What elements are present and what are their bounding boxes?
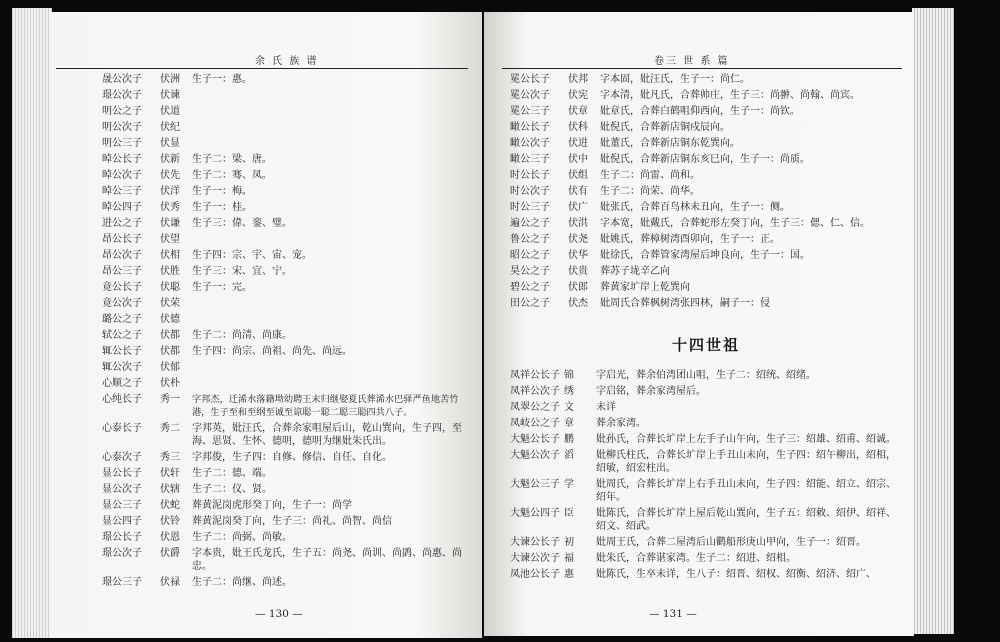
parent-relation: 晫公长子 [102,154,142,165]
entry-description: 生子三：偉、銮、璧。 [192,218,292,229]
genealogy-entry [510,507,902,533]
genealogy-entry [510,73,902,86]
person-name: 学 [564,479,574,490]
parent-relation: 凤祥公长子 [510,370,560,381]
parent-relation: 心泰长子 [102,423,142,434]
genealogy-entry [102,451,470,464]
entry-description [192,89,470,102]
person-name: 伏荣 [160,298,180,309]
genealogy-entry [510,153,902,166]
entry-description: 生子一：惠。 [192,74,252,85]
genealogy-entry [510,433,902,446]
genealogy-entry [102,576,470,589]
entry-description [192,297,470,310]
parent-relation: 冕公长子 [510,74,550,85]
parent-relation: 凤翠公之子 [510,402,560,413]
genealogy-entry [510,217,902,230]
person-name: 伏邦 [568,74,588,85]
person-name: 伏郎 [568,282,588,293]
entry-description: 生子二：德、端。 [192,468,272,479]
parent-relation: 晟公次子 [102,74,142,85]
right-genealogy-list [510,73,902,584]
person-name: 伏有 [568,186,588,197]
entry-description: 生子二：骞、凤。 [192,170,272,181]
person-name: 伏郁 [160,362,180,373]
person-name: 伏先 [160,170,180,181]
parent-relation: 璟公次子 [102,90,142,101]
parent-relation: 大魁公三子 [510,479,560,490]
entry-description: 葬苏子垅辛乙向 [600,266,670,277]
genealogy-entry [510,249,902,262]
entry-description: 妣董氏，合葬新店铜东乾巽向。 [600,138,740,149]
entry-description: 字启铭，葬余家湾屋后。 [596,386,706,397]
entry-description: 字邦英，妣汪氏，合葬余家咀屋后山，乾山巽向，生子四，至海、思贤、生怀、德明，德明为继妣朱氏出。 [192,423,462,447]
genealogy-entry [102,265,470,278]
genealogy-entry [510,385,902,398]
header-rule-right [502,68,902,69]
entry-description [192,105,470,118]
parent-relation: 时公长子 [510,170,550,181]
entry-description: 妣柳氏柱氏，合葬长圹岸上手丑山未向，生子四：绍午柳出，绍相，绍敏，绍宏柱出。 [596,450,896,474]
person-name: 伏都 [160,346,180,357]
genealogy-entry [510,185,902,198]
page-stack-right-edge [912,8,954,634]
person-name: 伏蛇 [160,500,180,511]
person-name: 伏谏 [160,90,180,101]
person-name: 伏华 [568,250,588,261]
person-name: 伏进 [568,138,588,149]
parent-relation: 进公之子 [102,218,142,229]
entry-description: 妣陈氏，生卒未详，生八子：绍晋、绍权、绍衡、绍济、绍广、 [596,569,876,580]
parent-relation: 显公次子 [102,484,142,495]
genealogy-entry [102,121,470,134]
person-name: 文 [564,402,574,413]
entry-description: 葬黄泥岗癸丁向，生子三：尚礼、尚智、尚信 [192,516,392,527]
genealogy-entry [102,377,470,390]
genealogy-entry [102,515,470,528]
genealogy-entry [510,478,902,504]
parent-relation: 时公次子 [510,186,550,197]
genealogy-entry [510,281,902,294]
genealogy-entry [510,297,902,310]
person-name: 伏中 [568,154,588,165]
parent-relation: 竟公长子 [102,282,142,293]
genealogy-entry [102,467,470,480]
right-page [484,12,914,636]
parent-relation: 明公三子 [102,138,142,149]
parent-relation: 辄公次子 [102,362,142,373]
entry-description: 妣徐氏，合葬管家湾屋后坤良向，生子一：国。 [600,250,810,261]
entry-description: 生子一：完。 [192,282,252,293]
person-name: 伏聪 [160,282,180,293]
person-name: 秀一 [160,394,180,405]
genealogy-entry [102,281,470,294]
genealogy-entry [510,137,902,150]
parent-relation: 冕公三子 [510,106,550,117]
parent-relation: 瞰公三子 [510,154,550,165]
person-name: 伏道 [160,106,180,117]
entry-description: 生子二：尚继、尚述。 [192,577,292,588]
entry-description: 妣孙氏，合葬长圹岸上左手子山午向，生子三：绍雄、绍甫、绍诚。 [596,434,896,445]
header-rule-left [56,68,468,69]
page-stack-left-edge [12,8,52,638]
entry-description: 字本贵，妣王氏龙氏，生子五：尚尧、尚训、尚鹍、尚惠、尚忠。 [192,548,462,572]
parent-relation: 鲁公之子 [510,234,550,245]
genealogy-entry [102,73,470,86]
genealogy-entry [510,449,902,475]
parent-relation: 凤岐公之子 [510,418,560,429]
genealogy-entry [102,169,470,182]
parent-relation: 时公三子 [510,202,550,213]
page-number-left: — 130 — [255,608,303,620]
entry-description: 生子四：宗、宇、宙、宠。 [192,250,312,261]
parent-relation: 显公三子 [102,500,142,511]
entry-description: 字本固，妣汪氏，生子一：尚仁。 [600,74,750,85]
parent-relation: 心纯长子 [102,394,142,405]
entry-description: 未详 [596,402,616,413]
person-name: 伏相 [160,250,180,261]
entry-description: 葬余家湾。 [596,418,646,429]
person-name: 伏洲 [160,74,180,85]
parent-relation: 昂公三子 [102,266,142,277]
parent-relation: 显公四子 [102,516,142,527]
genealogy-entry [510,401,902,414]
genealogy-entry [102,422,470,448]
parent-relation: 璐公之子 [102,314,142,325]
person-name: 臣 [564,508,574,519]
person-name: 伏望 [160,234,180,245]
parent-relation: 璟公次子 [102,548,142,559]
left-page [50,12,482,638]
parent-relation: 凤池公长子 [510,569,560,580]
parent-relation: 昭公之子 [510,250,550,261]
person-name: 伏贵 [568,266,588,277]
person-name: 伏宪 [568,90,588,101]
genealogy-entry [102,531,470,544]
person-name: 伏轩 [160,468,180,479]
person-name: 伏科 [568,122,588,133]
generation-heading: 十四世祖 [671,336,740,354]
parent-relation: 冕公次子 [510,90,550,101]
genealogy-entry [510,105,902,118]
genealogy-entry [102,105,470,118]
entry-description: 妣倪氏，合葬新店铜戍辰向。 [600,122,730,133]
person-name: 初 [564,537,574,548]
parent-relation: 瞰公次子 [510,138,550,149]
entry-description: 妣章氏，合葬白鹤咀仰西向，生子一：尚钦。 [600,106,800,117]
person-name: 伏洋 [160,186,180,197]
entry-description [192,361,470,374]
entry-description: 生子三：宋、宜、宁。 [192,266,292,277]
person-name: 章 [564,418,574,429]
parent-relation: 辄公长子 [102,346,142,357]
parent-relation: 心顺之子 [102,378,142,389]
person-name: 伏朴 [160,378,180,389]
parent-relation: 凤祥公次子 [510,386,560,397]
entry-description: 妣张氏，合葬百鸟林未丑向，生子一：侧。 [600,202,790,213]
genealogy-entry [510,369,902,382]
entry-description: 字本宽，妣戴氏，合葬蛇形左癸丁向，生子三：偲、仁、信。 [600,218,870,229]
person-name: 鹏 [564,434,574,445]
genealogy-entry [510,233,902,246]
person-name: 伏杰 [568,298,588,309]
person-name: 伏显 [160,138,180,149]
person-name: 福 [564,553,574,564]
person-name: 伏纪 [160,122,180,133]
parent-relation: 晫公次子 [102,170,142,181]
entry-description: 生子二：仪、贤。 [192,484,272,495]
entry-description: 妣姚氏，葬樟树湾酉卯向，生子一：正。 [600,234,780,245]
entry-description [192,233,470,246]
parent-relation: 碧公之子 [510,282,550,293]
entry-description: 字启光，葬余伯湾团山咀，生子二：绍统、绍绪。 [596,370,816,381]
entry-description [192,137,470,150]
genealogy-entry [102,361,470,374]
person-name: 伏秀 [160,202,180,213]
person-name: 伏铃 [160,516,180,527]
genealogy-entry [102,547,470,573]
left-genealogy-list [102,73,470,592]
parent-relation: 晫公四子 [102,202,142,213]
genealogy-entry [510,552,902,565]
parent-relation: 大谏公次子 [510,553,560,564]
entry-description: 生子二：尚清、尚康。 [192,330,292,341]
person-name: 伏洪 [568,218,588,229]
parent-relation: 晫公三子 [102,186,142,197]
entry-description: 妣周氏，合葬长圹岸上右手丑山未向，生子四：绍能、绍立、绍宗、绍年。 [596,479,896,503]
parent-relation: 显公长子 [102,468,142,479]
genealogy-entry [102,313,470,326]
parent-relation: 遍公之子 [510,218,550,229]
genealogy-entry [510,89,902,102]
parent-relation: 田公之子 [510,298,550,309]
entry-description: 生子二：尚弼、尚敏。 [192,532,292,543]
genealogy-entry [102,233,470,246]
entry-description: 妣陈氏，合葬长圹岸上屋后乾山巽向，生子五：绍敕、绍伊、绍祥、绍文、绍武。 [596,508,896,532]
person-name: 绣 [564,386,574,397]
genealogy-entry [102,499,470,512]
genealogy-entry [510,201,902,214]
parent-relation: 明公次子 [102,122,142,133]
entry-description: 字本清，妣凡氏，合葬帅庄，生子三：尚翀、尚翰、尚宾。 [600,90,860,101]
parent-relation: 大谏公长子 [510,537,560,548]
genealogy-entry [102,185,470,198]
genealogy-entry [102,201,470,214]
genealogy-entry [510,417,902,430]
entry-description: 生子四：尚宗、尚祖、尚先、尚远。 [192,346,352,357]
person-name: 秀二 [160,423,180,434]
entry-description: 妣周氏合葬枫树湾张四林，嗣子一：侵 [600,298,770,309]
entry-description: 葬黄泥岗虎形癸丁向，生子一：尚学 [192,500,352,511]
parent-relation: 大魁公四子 [510,508,560,519]
person-name: 伏尧 [568,234,588,245]
person-name: 惠 [564,569,574,580]
genealogy-entry [102,217,470,230]
genealogy-entry [510,536,902,549]
person-name: 伏章 [568,106,588,117]
entry-description: 生子二：梁、唐。 [192,154,272,165]
entry-description: 葬黄家圹岸上乾巽向 [600,282,690,293]
person-name: 伏组 [568,170,588,181]
page-number-right: — 131 — [649,608,697,620]
entry-description: 生子二：尚荣、尚华。 [600,186,700,197]
parent-relation: 竟公次子 [102,298,142,309]
entry-description: 字邦杰，迁浠水落籍坳幼聘王末归继娶夏氏葬浠水巴驿严鱼地苦竹港，生子至和至纲至诚至谅聪一聪二聪三聪四共八子。 [192,394,459,418]
person-name: 伏辖 [160,484,180,495]
person-name: 伏广 [568,202,588,213]
parent-relation: 瞰公长子 [510,122,550,133]
genealogy-entry [102,249,470,262]
entry-description: 生子二：尚雷、尚和。 [600,170,700,181]
person-name: 伏都 [160,330,180,341]
parent-relation: 轼公之子 [102,330,142,341]
genealogy-entry [102,483,470,496]
genealogy-entry [510,568,902,581]
genealogy-entry [510,265,902,278]
parent-relation: 大魁公长子 [510,434,560,445]
parent-relation: 大魁公次子 [510,450,560,461]
running-header-right: 卷三 世 系 篇 [654,56,730,67]
running-header-left: 余 氏 族 谱 [255,56,319,67]
entry-description: 妣倪氏，合葬新店铜东亥巳向，生子一：尚质。 [600,154,810,165]
person-name: 伏新 [160,154,180,165]
parent-relation: 昊公之子 [510,266,550,277]
entry-description: 妣朱氏，合葬谌家湾。生子二：绍进、绍相。 [596,553,796,564]
parent-relation: 心泰次子 [102,452,142,463]
parent-relation: 明公之子 [102,106,142,117]
person-name: 伏德 [160,314,180,325]
parent-relation: 昂公次子 [102,250,142,261]
genealogy-entry [102,297,470,310]
parent-relation: 昂公长子 [102,234,142,245]
person-name: 锦 [564,370,574,381]
person-name: 伏禄 [160,577,180,588]
entry-description [192,377,470,390]
entry-description: 妣周王氏，合葬二屋湾后山鹳船形庚山甲向，生子一：绍晋。 [596,537,866,548]
genealogy-entry [102,393,470,419]
genealogy-entry [510,169,902,182]
entry-description: 生子一：桂。 [192,202,252,213]
genealogy-entry [510,121,902,134]
person-name: 滔 [564,450,574,461]
entry-description: 字邦俊，生子四：自修、修信、自任、自化。 [192,452,392,463]
genealogy-entry [102,153,470,166]
person-name: 伏恩 [160,532,180,543]
parent-relation: 璟公三子 [102,577,142,588]
genealogy-entry [102,137,470,150]
genealogy-entry [102,329,470,342]
entry-description: 生子一：梅。 [192,186,252,197]
genealogy-entry [102,345,470,358]
entry-description [192,121,470,134]
entry-description [192,313,470,326]
parent-relation: 璟公长子 [102,532,142,543]
person-name: 秀三 [160,452,180,463]
person-name: 伏谦 [160,218,180,229]
person-name: 伏胜 [160,266,180,277]
genealogy-entry [102,89,470,102]
person-name: 伏爵 [160,548,180,559]
